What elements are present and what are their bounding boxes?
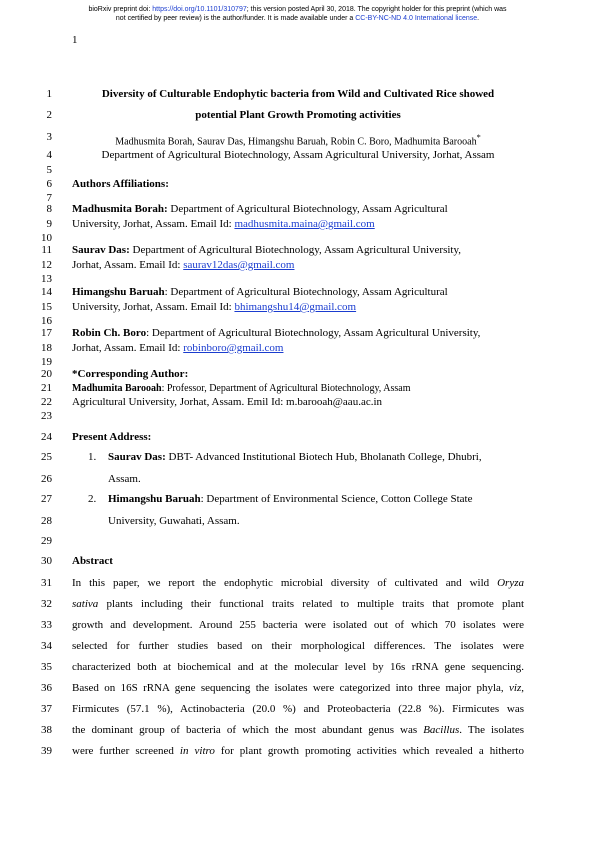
- line-number: 17: [41, 327, 52, 339]
- line-number: 7: [46, 192, 52, 204]
- line-number: 23: [41, 410, 52, 422]
- affiliation-3-line-1: Himangshu Baruah: Department of Agricultural Biotechnology, Assam Agricultural: [72, 286, 448, 298]
- corresponding-heading: *Corresponding Author:: [72, 368, 189, 380]
- line-number: 33: [41, 619, 52, 631]
- present-address-2-line-2: University, Guwahati, Assam.: [108, 515, 240, 527]
- line-number: 30: [41, 555, 52, 567]
- affiliations-heading: Authors Affiliations:: [72, 178, 169, 190]
- line-number: 16: [41, 315, 52, 327]
- title-line-2: potential Plant Growth Promoting activities: [195, 109, 401, 121]
- line-number: 37: [41, 703, 52, 715]
- present-address-heading: Present Address:: [72, 431, 152, 443]
- present-address-2-line-1: 2. Himangshu Baruah: Department of Environmental Science, Cotton College State: [88, 493, 473, 505]
- corresponding-line-1: Madhumita Barooah: Professor, Department of Agricultural Biotechnology, Assam: [72, 383, 411, 394]
- line-number: 8: [46, 203, 52, 215]
- page-number: 1: [72, 34, 78, 46]
- line-number: 20: [41, 368, 52, 380]
- line-number: 6: [46, 178, 52, 190]
- present-address-1-line-2: Assam.: [108, 473, 141, 485]
- email-link[interactable]: saurav12das@gmail.com: [183, 259, 295, 271]
- abstract-line: In this paper, we report the endophytic microbial diversity of cultivated and wild Oryza: [72, 577, 524, 589]
- line-number: 14: [41, 286, 52, 298]
- author-list: Madhusmita Borah, Saurav Das, Himangshu Baruah, Robin C. Boro, Madhumita Barooah*: [115, 133, 481, 148]
- affiliation-1-line-1: Madhusmita Borah: Department of Agricultural Biotechnology, Assam Agricultural: [72, 203, 448, 215]
- line-number: 3: [46, 131, 52, 143]
- line-number: 29: [41, 535, 52, 547]
- abstract-heading: Abstract: [72, 555, 113, 567]
- line-number: 21: [41, 382, 52, 394]
- line-number: 2: [46, 109, 52, 121]
- line-number: 28: [41, 515, 52, 527]
- affiliation-2-line-2: Jorhat, Assam. Email Id: saurav12das@gmail.com: [72, 259, 295, 271]
- line-number: 26: [41, 473, 52, 485]
- corresponding-line-2: Agricultural University, Jorhat, Assam. Emil Id: m.barooah@aau.ac.in: [72, 396, 383, 408]
- abstract-line: Based on 16S rRNA gene sequencing the isolates were categorized into three major phyla, viz,: [72, 682, 524, 694]
- line-number: 35: [41, 661, 52, 673]
- line-number: 27: [41, 493, 52, 505]
- line-number: 34: [41, 640, 52, 652]
- line-number: 25: [41, 451, 52, 463]
- affiliation-4-line-2: Jorhat, Assam. Email Id: robinboro@gmail.com: [72, 342, 284, 354]
- line-number: 19: [41, 356, 52, 368]
- affiliation-3-line-2: University, Jorhat, Assam. Email Id: bhimangshu14@gmail.com: [72, 301, 357, 313]
- line-number: 38: [41, 724, 52, 736]
- abstract-line: selected for further studies based on their morphological differences. The isolates were: [72, 640, 524, 652]
- doi-link[interactable]: https://doi.org/10.1101/310797: [152, 6, 247, 13]
- license-link[interactable]: CC-BY-NC-ND 4.0 International license: [355, 15, 478, 22]
- preprint-banner: [40, 5, 555, 23]
- line-number: 18: [41, 342, 52, 354]
- line-number: 32: [41, 598, 52, 610]
- affiliation-2-line-1: Saurav Das: Department of Agricultural Biotechnology, Assam Agricultural University,: [72, 244, 462, 256]
- line-number: 1: [46, 88, 52, 100]
- present-address-1-line-1: 1. Saurav Das: DBT- Advanced Institutional Biotech Hub, Bholanath College, Dhubri,: [88, 451, 482, 463]
- affiliation-4-line-1: Robin Ch. Boro: Department of Agricultural Biotechnology, Assam Agricultural University,: [72, 327, 481, 339]
- line-number: 10: [41, 232, 52, 244]
- line-number: 15: [41, 301, 52, 313]
- email-link[interactable]: bhimangshu14@gmail.com: [234, 301, 357, 313]
- abstract-line: were further screened in vitro for plant growth promoting activities which revealed a hitherto: [72, 745, 524, 757]
- email-link[interactable]: robinboro@gmail.com: [183, 342, 284, 354]
- banner-line-1: bioRxiv preprint doi: https://doi.org/10.1101/310797; this version posted April 30, 2018. The copyright holder for this preprint (which was: [88, 6, 507, 13]
- line-number: 5: [46, 164, 52, 176]
- affiliation-1-line-2: University, Jorhat, Assam. Email Id: madhusmita.maina@gmail.com: [72, 218, 375, 230]
- line-number: 9: [46, 218, 52, 230]
- banner-line-2: not certified by peer review) is the author/funder. It is made available under a CC-BY-NC-ND 4.0 International license.: [115, 15, 480, 22]
- line-number: 39: [41, 745, 52, 757]
- author-affiliation: Department of Agricultural Biotechnology, Assam Agricultural University, Jorhat, Assam: [101, 149, 495, 161]
- corresponding-star: *: [476, 133, 481, 142]
- email-link[interactable]: madhusmita.maina@gmail.com: [234, 218, 375, 230]
- line-number: 13: [41, 273, 52, 285]
- line-number: 24: [41, 431, 52, 443]
- abstract-line: growth and development. Around 255 bacteria were isolated out of which 70 isolates were: [72, 619, 524, 631]
- abstract-line: Firmicutes (57.1 %), Actinobacteria (20.0 %) and Proteobacteria (22.8 %). Firmicutes was: [72, 703, 524, 715]
- abstract-line: sativa plants including their functional traits related to multiple traits that promote plant: [72, 598, 524, 610]
- line-number: 4: [46, 149, 52, 161]
- line-number: 12: [41, 259, 52, 271]
- line-number: 22: [41, 396, 52, 408]
- line-number: 11: [41, 244, 52, 256]
- line-number: 36: [41, 682, 52, 694]
- line-number: 31: [41, 577, 52, 589]
- abstract-line: characterized both at biochemical and at the molecular level by 16s rRNA gene sequencing.: [72, 661, 524, 673]
- title-line-1: Diversity of Culturable Endophytic bacteria from Wild and Cultivated Rice showed: [101, 88, 495, 100]
- abstract-line: the dominant group of bacteria of which the most abundant genus was Bacillus. The isolates: [72, 724, 524, 736]
